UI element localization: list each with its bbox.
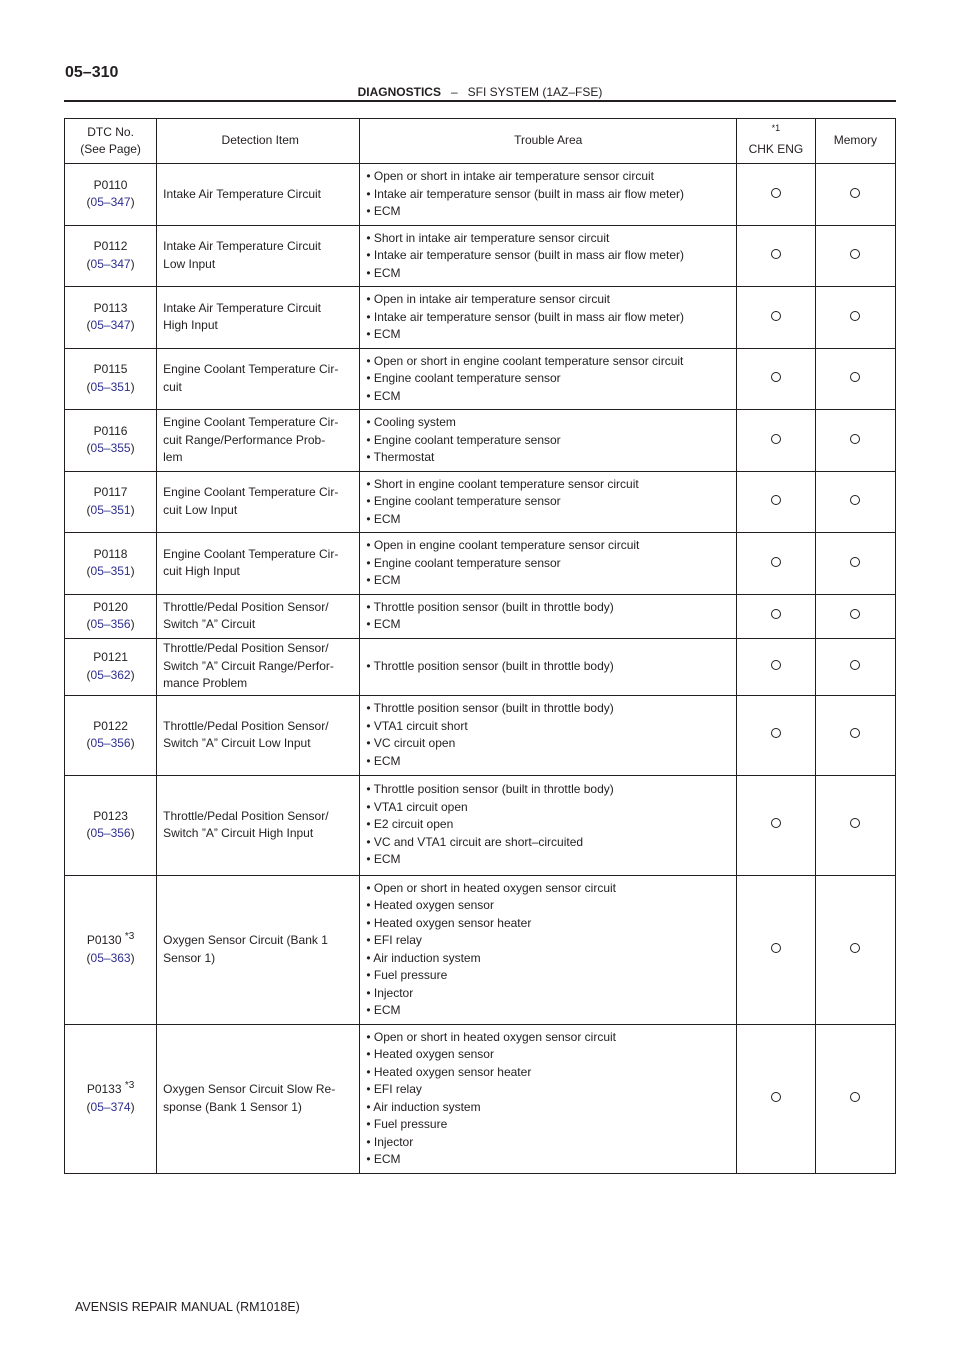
table-body: [65, 164, 896, 1174]
paren: (: [86, 564, 91, 579]
trouble-area-cell: [360, 533, 737, 595]
detection-item-cell: [157, 164, 360, 226]
detection-item-cell: [157, 225, 360, 287]
dtc-cell: [65, 533, 157, 595]
circle-mark-icon: [771, 1092, 781, 1102]
trouble-area-item: • ECM: [366, 511, 401, 526]
paren: ): [130, 1099, 135, 1114]
chk-eng-footnote-mark: *1: [771, 122, 781, 133]
circle-mark-icon: [850, 660, 860, 670]
table-row: [65, 287, 896, 349]
footnote-mark: *3: [124, 931, 135, 942]
trouble-area-cell: [360, 287, 737, 349]
trouble-area-item: • Engine coolant temperature sensor: [366, 371, 561, 385]
detection-item-text: Sensor 1): [163, 950, 216, 965]
detection-item-text: cuit High Input: [163, 564, 240, 579]
chk-eng-cell: [737, 638, 816, 695]
circle-mark-icon: [850, 249, 860, 259]
circle-mark-icon: [850, 434, 860, 444]
paren: ): [130, 736, 135, 750]
table-row: [65, 348, 896, 410]
trouble-area-cell: [360, 471, 737, 533]
memory-cell: [815, 775, 895, 875]
section-name: DIAGNOSTICS: [357, 85, 441, 99]
circle-mark-icon: [771, 249, 781, 259]
circle-mark-icon: [771, 372, 781, 382]
table-row: [65, 594, 896, 638]
trouble-area-item: • ECM: [366, 204, 401, 218]
trouble-area-item: • VC circuit open: [366, 736, 456, 750]
trouble-area-item: • Short in engine coolant temperature sensor circuit: [366, 476, 639, 491]
dtc-code: P0123: [93, 808, 128, 823]
see-page-link[interactable]: 05–356: [90, 617, 131, 631]
dtc-cell: [65, 471, 157, 533]
trouble-area-item: • ECM: [366, 1152, 401, 1166]
trouble-area-item: • Intake air temperature sensor (built in mass air flow meter): [366, 309, 684, 324]
detection-item-text: Oxygen Sensor Circuit Slow Re-: [163, 1082, 336, 1096]
trouble-area-cell: [360, 225, 737, 287]
circle-mark-icon: [771, 728, 781, 738]
see-page-link[interactable]: 05–355: [90, 441, 131, 456]
subsection-name: SFI SYSTEM (1AZ–FSE): [467, 85, 603, 99]
dtc-cell: [65, 410, 157, 472]
see-page-link[interactable]: 05–351: [90, 564, 131, 579]
circle-mark-icon: [771, 818, 781, 828]
dtc-code: P0113: [93, 300, 128, 315]
chk-eng-cell: [737, 287, 816, 349]
circle-mark-icon: [850, 943, 860, 953]
trouble-area-item: • VTA1 circuit short: [366, 718, 468, 733]
see-page-link[interactable]: 05–374: [90, 1099, 131, 1114]
dtc-code: P0120: [93, 599, 128, 614]
trouble-area-cell: [360, 775, 737, 875]
footnote-mark: *3: [124, 1080, 135, 1091]
trouble-area-item: • Throttle position sensor (built in throttle body): [366, 658, 614, 673]
detection-item-text: lem: [163, 450, 183, 464]
circle-mark-icon: [771, 188, 781, 198]
trouble-area-item: • Fuel pressure: [366, 968, 448, 982]
paren: (: [86, 826, 91, 840]
circle-mark-icon: [771, 311, 781, 321]
detection-item-text: sponse (Bank 1 Sensor 1): [163, 1099, 302, 1114]
detection-item-text: Throttle/Pedal Position Sensor/: [163, 718, 329, 733]
col-chk-eng-header: [737, 119, 816, 164]
see-page-link[interactable]: 05–363: [90, 950, 131, 965]
col-detection-header: Detection Item: [157, 119, 360, 164]
chk-eng-cell: [737, 471, 816, 533]
trouble-area-item: • Heated oxygen sensor heater: [366, 1064, 532, 1079]
detection-item-text: Low Input: [163, 256, 216, 271]
see-page-link[interactable]: 05–351: [90, 502, 131, 517]
paren: ): [130, 256, 135, 271]
trouble-area-item: • ECM: [366, 573, 401, 587]
trouble-area-cell: [360, 1024, 737, 1173]
detection-item-cell: [157, 471, 360, 533]
table-row: [65, 410, 896, 472]
detection-item-cell: [157, 287, 360, 349]
chk-eng-cell: [737, 410, 816, 472]
trouble-area-item: • Injector: [366, 1134, 414, 1149]
chk-eng-cell: [737, 164, 816, 226]
memory-cell: [815, 875, 895, 1024]
dtc-code: P0112: [93, 239, 128, 254]
table-row: [65, 164, 896, 226]
detection-item-text: Engine Coolant Temperature Cir-: [163, 362, 339, 377]
paren: ): [130, 379, 135, 394]
dtc-code: P0115: [93, 362, 128, 377]
detection-item-text: Switch ”A” Circuit Low Input: [163, 736, 311, 750]
col-dtc-label: DTC No.: [87, 124, 134, 139]
circle-mark-icon: [850, 188, 860, 198]
trouble-area-item: • EFI relay: [366, 933, 422, 947]
trouble-area-item: • Engine coolant temperature sensor: [366, 555, 561, 570]
detection-item-cell: [157, 594, 360, 638]
trouble-area-item: • VC and VTA1 circuit are short–circuited: [366, 834, 584, 849]
trouble-area-item: • Intake air temperature sensor (built in mass air flow meter): [366, 186, 684, 201]
dtc-code: P0130 $^{*3}$: [86, 931, 135, 947]
trouble-area-item: • Throttle position sensor (built in throttle body): [366, 701, 614, 715]
see-page-link[interactable]: 05–347: [90, 256, 131, 271]
circle-mark-icon: [771, 495, 781, 505]
table-header-row: [65, 119, 896, 164]
footer: AVENSIS REPAIR MANUAL (RM1018E): [75, 1300, 300, 1314]
table-row: [65, 225, 896, 287]
detection-item-text: Oxygen Sensor Circuit (Bank 1: [163, 933, 328, 947]
detection-item-cell: [157, 775, 360, 875]
trouble-area-cell: [360, 638, 737, 695]
circle-mark-icon: [850, 818, 860, 828]
trouble-area-item: • ECM: [366, 1003, 401, 1017]
circle-mark-icon: [771, 609, 781, 619]
detection-item-text: Throttle/Pedal Position Sensor/: [163, 599, 329, 614]
detection-item-cell: [157, 533, 360, 595]
col-dtc-header: [65, 119, 157, 164]
trouble-area-item: • Open or short in intake air temperature sensor circuit: [366, 169, 655, 183]
detection-item-text: cuit: [163, 379, 182, 394]
header-rule: [64, 100, 896, 102]
detection-item-text: Throttle/Pedal Position Sensor/: [163, 641, 329, 656]
memory-cell: [815, 410, 895, 472]
trouble-area-item: • Cooling system: [366, 415, 456, 429]
dtc-cell: [65, 638, 157, 695]
trouble-area-item: • Injector: [366, 985, 414, 1000]
detection-item-cell: [157, 410, 360, 472]
paren: ): [130, 950, 135, 965]
dtc-cell: [65, 875, 157, 1024]
paren: (: [86, 502, 91, 517]
memory-cell: [815, 594, 895, 638]
detection-item-text: Switch ”A” Circuit: [163, 617, 256, 631]
trouble-area-item: • Air induction system: [366, 950, 481, 965]
trouble-area-cell: [360, 695, 737, 775]
memory-cell: [815, 287, 895, 349]
table-row: [65, 1024, 896, 1173]
memory-cell: [815, 1024, 895, 1173]
table-row: [65, 638, 896, 695]
trouble-area-item: • Open in intake air temperature sensor circuit: [366, 292, 610, 306]
trouble-area-cell: [360, 410, 737, 472]
dtc-code: P0117: [93, 485, 128, 500]
memory-cell: [815, 164, 895, 226]
table-row: [65, 875, 896, 1024]
paren: (: [86, 256, 91, 271]
detection-item-text: Switch ”A” Circuit High Input: [163, 826, 314, 840]
see-page-link[interactable]: 05–347: [90, 195, 131, 210]
section-header: [0, 85, 960, 99]
paren: ): [130, 667, 135, 682]
dtc-code: P0116: [93, 423, 128, 438]
table-row: [65, 471, 896, 533]
dtc-cell: [65, 594, 157, 638]
dtc-code: P0110: [93, 177, 128, 192]
table-row: [65, 695, 896, 775]
chk-eng-cell: [737, 225, 816, 287]
see-page-link[interactable]: 05–356: [90, 826, 131, 840]
paren: (: [86, 736, 91, 750]
chk-eng-cell: [737, 695, 816, 775]
chk-eng-cell: [737, 775, 816, 875]
col-trouble-header: Trouble Area: [360, 119, 737, 164]
paren: ): [130, 441, 135, 456]
circle-mark-icon: [850, 609, 860, 619]
chk-eng-cell: [737, 594, 816, 638]
header-separator: –: [450, 85, 458, 99]
trouble-area-item: • Open or short in engine coolant temperature sensor circuit: [366, 353, 684, 368]
detection-item-text: Intake Air Temperature Circuit: [163, 186, 321, 201]
trouble-area-item: • Short in intake air temperature sensor circuit: [366, 230, 610, 245]
detection-item-text: High Input: [163, 318, 218, 333]
memory-cell: [815, 225, 895, 287]
dtc-table: [64, 118, 896, 1174]
paren: (: [86, 617, 91, 631]
col-chk-eng-label: CHK ENG: [748, 142, 804, 156]
see-page-link[interactable]: 05–356: [90, 736, 131, 750]
trouble-area-item: • ECM: [366, 753, 401, 768]
circle-mark-icon: [771, 434, 781, 444]
dtc-cell: [65, 695, 157, 775]
dtc-cell: [65, 225, 157, 287]
trouble-area-item: • ECM: [366, 388, 401, 403]
trouble-area-item: • Heated oxygen sensor: [366, 1047, 494, 1061]
trouble-area-item: • EFI relay: [366, 1082, 422, 1096]
trouble-area-item: • Throttle position sensor (built in throttle body): [366, 782, 614, 797]
trouble-area-item: • E2 circuit open: [366, 817, 454, 832]
paren: ): [130, 318, 135, 333]
memory-cell: [815, 638, 895, 695]
detection-item-text: Engine Coolant Temperature Cir-: [163, 546, 339, 561]
dtc-code: P0118: [93, 546, 128, 561]
dtc-cell: [65, 1024, 157, 1173]
trouble-area-item: • Intake air temperature sensor (built in mass air flow meter): [366, 248, 684, 262]
trouble-area-item: • VTA1 circuit open: [366, 799, 468, 814]
trouble-area-item: • Thermostat: [366, 450, 435, 464]
chk-eng-cell: [737, 533, 816, 595]
detection-item-text: cuit Range/Performance Prob-: [163, 432, 326, 447]
dtc-cell: [65, 164, 157, 226]
see-page-link[interactable]: 05–362: [90, 667, 131, 682]
circle-mark-icon: [850, 372, 860, 382]
paren: (: [86, 441, 91, 456]
paren: ): [130, 502, 135, 517]
dtc-code: P0122: [93, 718, 128, 733]
detection-item-text: Engine Coolant Temperature Cir-: [163, 485, 339, 500]
trouble-area-item: • Open in engine coolant temperature sensor circuit: [366, 538, 640, 552]
dtc-cell: [65, 287, 157, 349]
trouble-area-item: • Open or short in heated oxygen sensor circuit: [366, 1029, 617, 1044]
circle-mark-icon: [771, 943, 781, 953]
table-row: [65, 775, 896, 875]
trouble-area-item: • Engine coolant temperature sensor: [366, 432, 561, 447]
trouble-area-cell: [360, 594, 737, 638]
paren: (: [86, 195, 91, 210]
circle-mark-icon: [850, 557, 860, 567]
see-page-link[interactable]: 05–351: [90, 379, 131, 394]
memory-cell: [815, 471, 895, 533]
paren: ): [130, 195, 135, 210]
detection-item-cell: [157, 348, 360, 410]
memory-cell: [815, 533, 895, 595]
memory-cell: [815, 695, 895, 775]
circle-mark-icon: [850, 728, 860, 738]
trouble-area-cell: [360, 348, 737, 410]
detection-item-text: mance Problem: [163, 676, 248, 691]
trouble-area-item: • Throttle position sensor (built in throttle body): [366, 599, 614, 614]
trouble-area-item: • Engine coolant temperature sensor: [366, 494, 561, 508]
table-row: [65, 533, 896, 595]
circle-mark-icon: [850, 311, 860, 321]
detection-item-cell: [157, 638, 360, 695]
col-memory-header: Memory: [815, 119, 895, 164]
detection-item-text: Intake Air Temperature Circuit: [163, 239, 321, 254]
circle-mark-icon: [771, 557, 781, 567]
detection-item-cell: [157, 1024, 360, 1173]
paren: (: [86, 379, 91, 394]
trouble-area-item: • ECM: [366, 617, 401, 631]
trouble-area-item: • ECM: [366, 852, 401, 867]
detection-item-cell: [157, 695, 360, 775]
trouble-area-item: • Heated oxygen sensor heater: [366, 915, 532, 930]
paren: (: [86, 318, 91, 333]
memory-cell: [815, 348, 895, 410]
col-see-page-label: (See Page): [80, 142, 141, 156]
circle-mark-icon: [771, 660, 781, 670]
paren: ): [130, 564, 135, 579]
detection-item-text: Intake Air Temperature Circuit: [163, 300, 321, 315]
trouble-area-item: • Open or short in heated oxygen sensor circuit: [366, 880, 617, 895]
circle-mark-icon: [850, 1092, 860, 1102]
detection-item-text: cuit Low Input: [163, 502, 238, 517]
dtc-cell: [65, 775, 157, 875]
dtc-code: P0121: [93, 650, 128, 664]
page-number: 05–310: [65, 64, 119, 81]
trouble-area-item: • Fuel pressure: [366, 1117, 448, 1131]
chk-eng-cell: [737, 875, 816, 1024]
paren: ): [130, 826, 135, 840]
paren: (: [86, 667, 91, 682]
dtc-cell: [65, 348, 157, 410]
detection-item-text: Switch ”A” Circuit Range/Perfor-: [163, 658, 334, 673]
detection-item-text: Engine Coolant Temperature Cir-: [163, 415, 339, 429]
chk-eng-cell: [737, 1024, 816, 1173]
circle-mark-icon: [850, 495, 860, 505]
trouble-area-item: • Air induction system: [366, 1099, 481, 1114]
paren: (: [86, 950, 91, 965]
chk-eng-cell: [737, 348, 816, 410]
trouble-area-item: • ECM: [366, 265, 401, 280]
trouble-area-cell: [360, 164, 737, 226]
trouble-area-item: • ECM: [366, 327, 401, 341]
detection-item-cell: [157, 875, 360, 1024]
trouble-area-item: • Heated oxygen sensor: [366, 898, 494, 912]
paren: ): [130, 617, 135, 631]
see-page-link[interactable]: 05–347: [90, 318, 131, 333]
trouble-area-cell: [360, 875, 737, 1024]
dtc-code: P0133 $^{*3}$: [86, 1080, 135, 1096]
detection-item-text: Throttle/Pedal Position Sensor/: [163, 808, 329, 823]
paren: (: [86, 1099, 91, 1114]
